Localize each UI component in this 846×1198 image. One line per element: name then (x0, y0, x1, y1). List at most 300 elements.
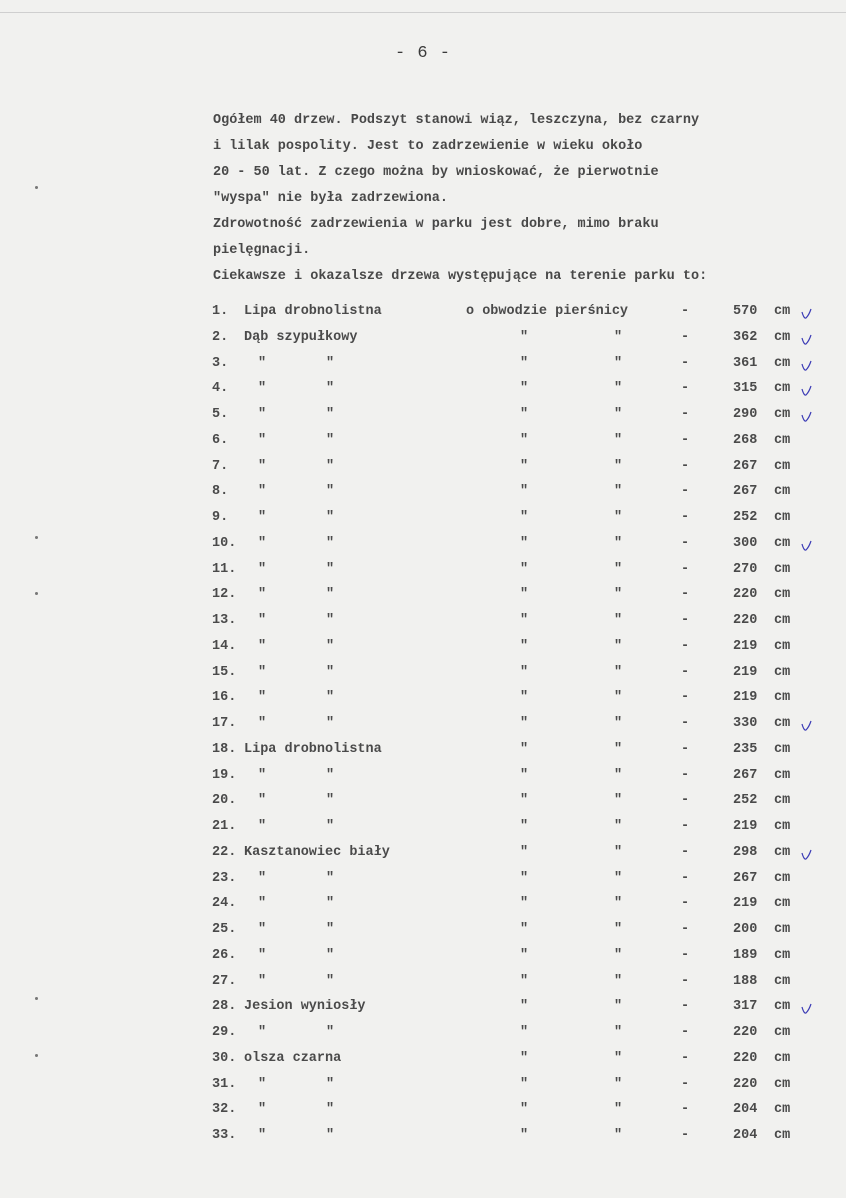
tree-species: Dąb szypułkowy (244, 329, 358, 345)
ditto-mark: " (258, 767, 267, 783)
unit: cm (774, 432, 791, 448)
ditto-mark: " (258, 1076, 267, 1092)
tree-row (0, 999, 846, 1025)
row-number: 20. (212, 793, 237, 809)
row-number: 1. (212, 304, 229, 319)
row-number: 13. (212, 613, 237, 628)
dash: - (681, 716, 690, 731)
dash: - (681, 1025, 690, 1040)
margin-dot (35, 186, 38, 189)
margin-dot (35, 592, 38, 595)
dash: - (681, 999, 690, 1015)
tree-row (0, 562, 846, 588)
row-number: 14. (212, 638, 237, 654)
ditto-mark: " (520, 716, 529, 731)
ditto-mark: " (258, 613, 267, 628)
dash: - (681, 613, 690, 628)
ditto-mark: " (614, 561, 623, 577)
ditto-mark: " (326, 767, 335, 783)
intro-line: "wyspa" nie była zadrzewiona. (213, 191, 448, 206)
margin-dot (35, 536, 38, 539)
circumference-value: 219 (733, 664, 758, 680)
dash: - (681, 407, 690, 422)
ditto-mark: " (326, 561, 335, 577)
row-number: 9. (212, 510, 229, 525)
ditto-mark: " (326, 484, 335, 500)
dash: - (681, 922, 690, 937)
row-number: 29. (212, 1025, 237, 1040)
ditto-mark: " (520, 587, 529, 603)
ditto-mark: " (614, 510, 623, 525)
ditto-mark: " (258, 870, 267, 886)
pen-check-icon (800, 384, 812, 398)
margin-dot (35, 997, 38, 1000)
circumference-value: 315 (733, 381, 758, 397)
ditto-mark: " (520, 793, 529, 809)
ditto-mark: " (258, 355, 267, 371)
ditto-mark: " (614, 1076, 623, 1092)
tree-row (0, 819, 846, 845)
ditto-mark: " (326, 458, 335, 474)
ditto-mark: " (258, 458, 267, 474)
tree-row (0, 845, 846, 871)
ditto-mark: " (258, 793, 267, 809)
circumference-value: 361 (733, 355, 758, 371)
ditto-mark: " (326, 690, 335, 706)
dash: - (681, 304, 690, 319)
unit: cm (774, 355, 791, 371)
ditto-mark: " (520, 1102, 529, 1118)
tree-row (0, 922, 846, 948)
ditto-mark: " (520, 819, 529, 834)
row-number: 21. (212, 819, 237, 834)
ditto-mark: " (258, 407, 267, 422)
unit: cm (774, 587, 791, 603)
row-number: 24. (212, 896, 237, 912)
tree-row (0, 639, 846, 665)
unit: cm (774, 973, 791, 989)
row-number: 17. (212, 716, 237, 731)
unit: cm (774, 819, 791, 834)
ditto-mark: " (520, 973, 529, 989)
ditto-mark: " (258, 484, 267, 500)
pen-check-icon (800, 539, 812, 553)
row-number: 10. (212, 535, 237, 551)
unit: cm (774, 896, 791, 912)
tree-row (0, 1077, 846, 1103)
ditto-mark: " (326, 613, 335, 628)
ditto-mark: " (258, 716, 267, 731)
circumference-value: 267 (733, 870, 758, 886)
unit: cm (774, 561, 791, 577)
ditto-mark: " (614, 716, 623, 731)
row-number: 15. (212, 664, 237, 680)
ditto-mark: " (520, 535, 529, 551)
ditto-mark: " (520, 870, 529, 886)
ditto-mark: " (520, 664, 529, 680)
intro-line: 20 - 50 lat. Z czego można by wnioskować, że pierwotnie (213, 165, 659, 180)
ditto-mark: " (614, 819, 623, 834)
row-number: 4. (212, 381, 229, 397)
circumference-value: 200 (733, 922, 758, 937)
row-number: 11. (212, 561, 237, 577)
tree-row (0, 587, 846, 613)
row-number: 32. (212, 1102, 237, 1118)
ditto-mark: " (520, 355, 529, 371)
circumference-value: 267 (733, 458, 758, 474)
ditto-mark: " (326, 510, 335, 525)
ditto-mark: " (520, 561, 529, 577)
circumference-value: 189 (733, 947, 758, 963)
ditto-mark: " (614, 844, 623, 860)
pen-check-icon (800, 333, 812, 347)
dash: - (681, 1102, 690, 1118)
tree-row (0, 510, 846, 536)
tree-row (0, 459, 846, 485)
circumference-value: 362 (733, 329, 758, 345)
circumference-value: 235 (733, 741, 758, 757)
ditto-mark: " (520, 896, 529, 912)
row-number: 30. (212, 1050, 237, 1066)
dash: - (681, 587, 690, 603)
circumference-value: 298 (733, 844, 758, 860)
ditto-mark: " (326, 793, 335, 809)
ditto-mark: " (520, 484, 529, 500)
dash: - (681, 690, 690, 706)
dash: - (681, 329, 690, 345)
ditto-mark: " (258, 1025, 267, 1040)
tree-row (0, 974, 846, 1000)
pen-check-icon (800, 848, 812, 862)
ditto-mark: " (614, 896, 623, 912)
ditto-mark: " (326, 587, 335, 603)
tree-row (0, 896, 846, 922)
row-number: 28. (212, 999, 237, 1015)
ditto-mark: " (520, 458, 529, 474)
row-number: 33. (212, 1128, 237, 1143)
unit: cm (774, 381, 791, 397)
ditto-mark: " (614, 407, 623, 422)
ditto-mark: " (520, 947, 529, 963)
circumference-value: 570 (733, 304, 758, 319)
circumference-value: 219 (733, 638, 758, 654)
unit: cm (774, 1128, 791, 1143)
unit: cm (774, 664, 791, 680)
tree-species: Lipa drobnolistna (244, 304, 382, 319)
pen-check-icon (800, 307, 812, 321)
tree-row (0, 381, 846, 407)
tree-row (0, 793, 846, 819)
ditto-mark: " (614, 1025, 623, 1040)
ditto-mark: " (614, 922, 623, 937)
unit: cm (774, 690, 791, 706)
dash: - (681, 741, 690, 757)
ditto-mark: " (520, 999, 529, 1015)
row-number: 23. (212, 870, 237, 886)
ditto-mark: " (326, 819, 335, 834)
tree-row (0, 613, 846, 639)
ditto-mark: " (258, 896, 267, 912)
ditto-mark: " (614, 741, 623, 757)
ditto-mark: " (614, 1102, 623, 1118)
margin-dot (35, 1054, 38, 1057)
tree-species: olsza czarna (244, 1050, 342, 1066)
row-number: 31. (212, 1076, 237, 1092)
ditto-mark: " (326, 664, 335, 680)
unit: cm (774, 458, 791, 474)
circumference-value: 219 (733, 819, 758, 834)
circumference-value: 270 (733, 561, 758, 577)
ditto-mark: " (520, 638, 529, 654)
unit: cm (774, 741, 791, 757)
dash: - (681, 561, 690, 577)
ditto-mark: " (326, 1025, 335, 1040)
ditto-mark: " (326, 947, 335, 963)
row-number: 27. (212, 973, 237, 989)
pen-check-icon (800, 1002, 812, 1016)
ditto-mark: " (520, 767, 529, 783)
ditto-mark: " (326, 922, 335, 937)
unit: cm (774, 1025, 791, 1040)
unit: cm (774, 407, 791, 422)
ditto-mark: " (614, 535, 623, 551)
tree-row (0, 407, 846, 433)
ditto-mark: " (614, 638, 623, 654)
ditto-mark: " (520, 613, 529, 628)
unit: cm (774, 1050, 791, 1066)
unit: cm (774, 329, 791, 345)
unit: cm (774, 510, 791, 525)
intro-line: Ogółem 40 drzew. Podszyt stanowi wiąz, leszczyna, bez czarny (213, 113, 700, 128)
ditto-mark: " (258, 922, 267, 937)
ditto-mark: " (326, 381, 335, 397)
circumference-value: 220 (733, 1076, 758, 1092)
circumference-value: 267 (733, 484, 758, 500)
ditto-mark: " (520, 1025, 529, 1040)
ditto-mark: " (258, 1128, 267, 1143)
dash: - (681, 973, 690, 989)
dash: - (681, 664, 690, 680)
row-number: 18. (212, 741, 237, 757)
tree-row (0, 742, 846, 768)
dash: - (681, 947, 690, 963)
tree-row (0, 1102, 846, 1128)
dash: - (681, 844, 690, 860)
row-number: 19. (212, 767, 237, 783)
ditto-mark: " (258, 510, 267, 525)
ditto-mark: " (258, 973, 267, 989)
row-number: 3. (212, 355, 229, 371)
ditto-mark: " (614, 690, 623, 706)
tree-row (0, 716, 846, 742)
tree-row (0, 484, 846, 510)
ditto-mark: " (258, 432, 267, 448)
ditto-mark: " (614, 947, 623, 963)
ditto-mark: " (258, 664, 267, 680)
unit: cm (774, 1102, 791, 1118)
row-number: 12. (212, 587, 237, 603)
unit: cm (774, 870, 791, 886)
ditto-mark: " (520, 381, 529, 397)
dash: - (681, 458, 690, 474)
dash: - (681, 381, 690, 397)
ditto-mark: " (326, 1128, 335, 1143)
row-number: 7. (212, 458, 229, 474)
ditto-mark: " (326, 535, 335, 551)
ditto-mark: " (520, 329, 529, 345)
ditto-mark: " (258, 1102, 267, 1118)
ditto-mark: " (614, 432, 623, 448)
page-number: - 6 - (394, 44, 451, 63)
ditto-mark: " (520, 510, 529, 525)
row-number: 22. (212, 844, 237, 860)
tree-row (0, 665, 846, 691)
dash: - (681, 355, 690, 371)
tree-row (0, 1128, 846, 1154)
ditto-mark: " (520, 690, 529, 706)
ditto-mark: " (326, 1076, 335, 1092)
circumference-value: 220 (733, 1025, 758, 1040)
unit: cm (774, 793, 791, 809)
ditto-mark: " (614, 999, 623, 1015)
intro-line: Zdrowotność zadrzewienia w parku jest dobre, mimo braku (213, 217, 659, 232)
circumference-value: 220 (733, 587, 758, 603)
ditto-mark: " (614, 767, 623, 783)
ditto-mark: " (326, 1102, 335, 1118)
dash: - (681, 535, 690, 551)
tree-species: Jesion wyniosły (244, 999, 366, 1015)
dash: - (681, 638, 690, 654)
row-number: 26. (212, 947, 237, 963)
ditto-mark: " (326, 716, 335, 731)
tree-row (0, 768, 846, 794)
ditto-mark: " (614, 973, 623, 989)
ditto-mark: " (520, 1050, 529, 1066)
ditto-mark: " (520, 407, 529, 422)
circumference-value: 317 (733, 999, 758, 1015)
unit: cm (774, 947, 791, 963)
pen-check-icon (800, 719, 812, 733)
ditto-mark: " (326, 407, 335, 422)
ditto-mark: " (614, 793, 623, 809)
tree-row (0, 1051, 846, 1077)
dash: - (681, 819, 690, 834)
ditto-mark: " (258, 819, 267, 834)
intro-line: Ciekawsze i okazalsze drzewa występujące na terenie parku to: (213, 269, 708, 284)
tree-species: Lipa drobnolistna (244, 741, 382, 757)
measure-label: o obwodzie pierśnicy (466, 304, 629, 319)
pen-check-icon (800, 359, 812, 373)
dash: - (681, 484, 690, 500)
ditto-mark: " (614, 381, 623, 397)
unit: cm (774, 535, 791, 551)
intro-line: pielęgnacji. (213, 243, 311, 258)
row-number: 5. (212, 407, 229, 422)
pen-check-icon (800, 410, 812, 424)
ditto-mark: " (614, 329, 623, 345)
ditto-mark: " (614, 355, 623, 371)
ditto-mark: " (258, 947, 267, 963)
tree-row (0, 433, 846, 459)
circumference-value: 300 (733, 535, 758, 551)
ditto-mark: " (520, 432, 529, 448)
unit: cm (774, 999, 791, 1015)
ditto-mark: " (326, 973, 335, 989)
dash: - (681, 870, 690, 886)
circumference-value: 252 (733, 510, 758, 525)
ditto-mark: " (520, 922, 529, 937)
dash: - (681, 896, 690, 912)
dash: - (681, 767, 690, 783)
dash: - (681, 510, 690, 525)
scan-edge-line (0, 12, 846, 13)
circumference-value: 267 (733, 767, 758, 783)
ditto-mark: " (326, 355, 335, 371)
row-number: 6. (212, 432, 229, 448)
circumference-value: 219 (733, 690, 758, 706)
row-number: 2. (212, 329, 229, 345)
ditto-mark: " (258, 690, 267, 706)
tree-row (0, 948, 846, 974)
unit: cm (774, 922, 791, 937)
dash: - (681, 1076, 690, 1092)
unit: cm (774, 638, 791, 654)
ditto-mark: " (614, 1050, 623, 1066)
ditto-mark: " (326, 432, 335, 448)
row-number: 25. (212, 922, 237, 937)
tree-row (0, 304, 846, 330)
ditto-mark: " (258, 638, 267, 654)
unit: cm (774, 844, 791, 860)
ditto-mark: " (520, 1128, 529, 1143)
tree-row (0, 1025, 846, 1051)
unit: cm (774, 767, 791, 783)
unit: cm (774, 613, 791, 628)
ditto-mark: " (614, 1128, 623, 1143)
ditto-mark: " (614, 613, 623, 628)
circumference-value: 252 (733, 793, 758, 809)
row-number: 16. (212, 690, 237, 706)
tree-row (0, 356, 846, 382)
ditto-mark: " (520, 741, 529, 757)
circumference-value: 219 (733, 896, 758, 912)
dash: - (681, 1050, 690, 1066)
ditto-mark: " (614, 870, 623, 886)
ditto-mark: " (614, 664, 623, 680)
ditto-mark: " (520, 844, 529, 860)
circumference-value: 220 (733, 613, 758, 628)
row-number: 8. (212, 484, 229, 500)
ditto-mark: " (614, 484, 623, 500)
dash: - (681, 1128, 690, 1143)
ditto-mark: " (258, 561, 267, 577)
ditto-mark: " (258, 535, 267, 551)
unit: cm (774, 304, 791, 319)
ditto-mark: " (326, 638, 335, 654)
unit: cm (774, 1076, 791, 1092)
unit: cm (774, 716, 791, 731)
tree-row (0, 536, 846, 562)
tree-row (0, 330, 846, 356)
circumference-value: 290 (733, 407, 758, 422)
ditto-mark: " (258, 587, 267, 603)
circumference-value: 268 (733, 432, 758, 448)
tree-row (0, 871, 846, 897)
dash: - (681, 432, 690, 448)
circumference-value: 204 (733, 1102, 758, 1118)
circumference-value: 188 (733, 973, 758, 989)
ditto-mark: " (258, 381, 267, 397)
